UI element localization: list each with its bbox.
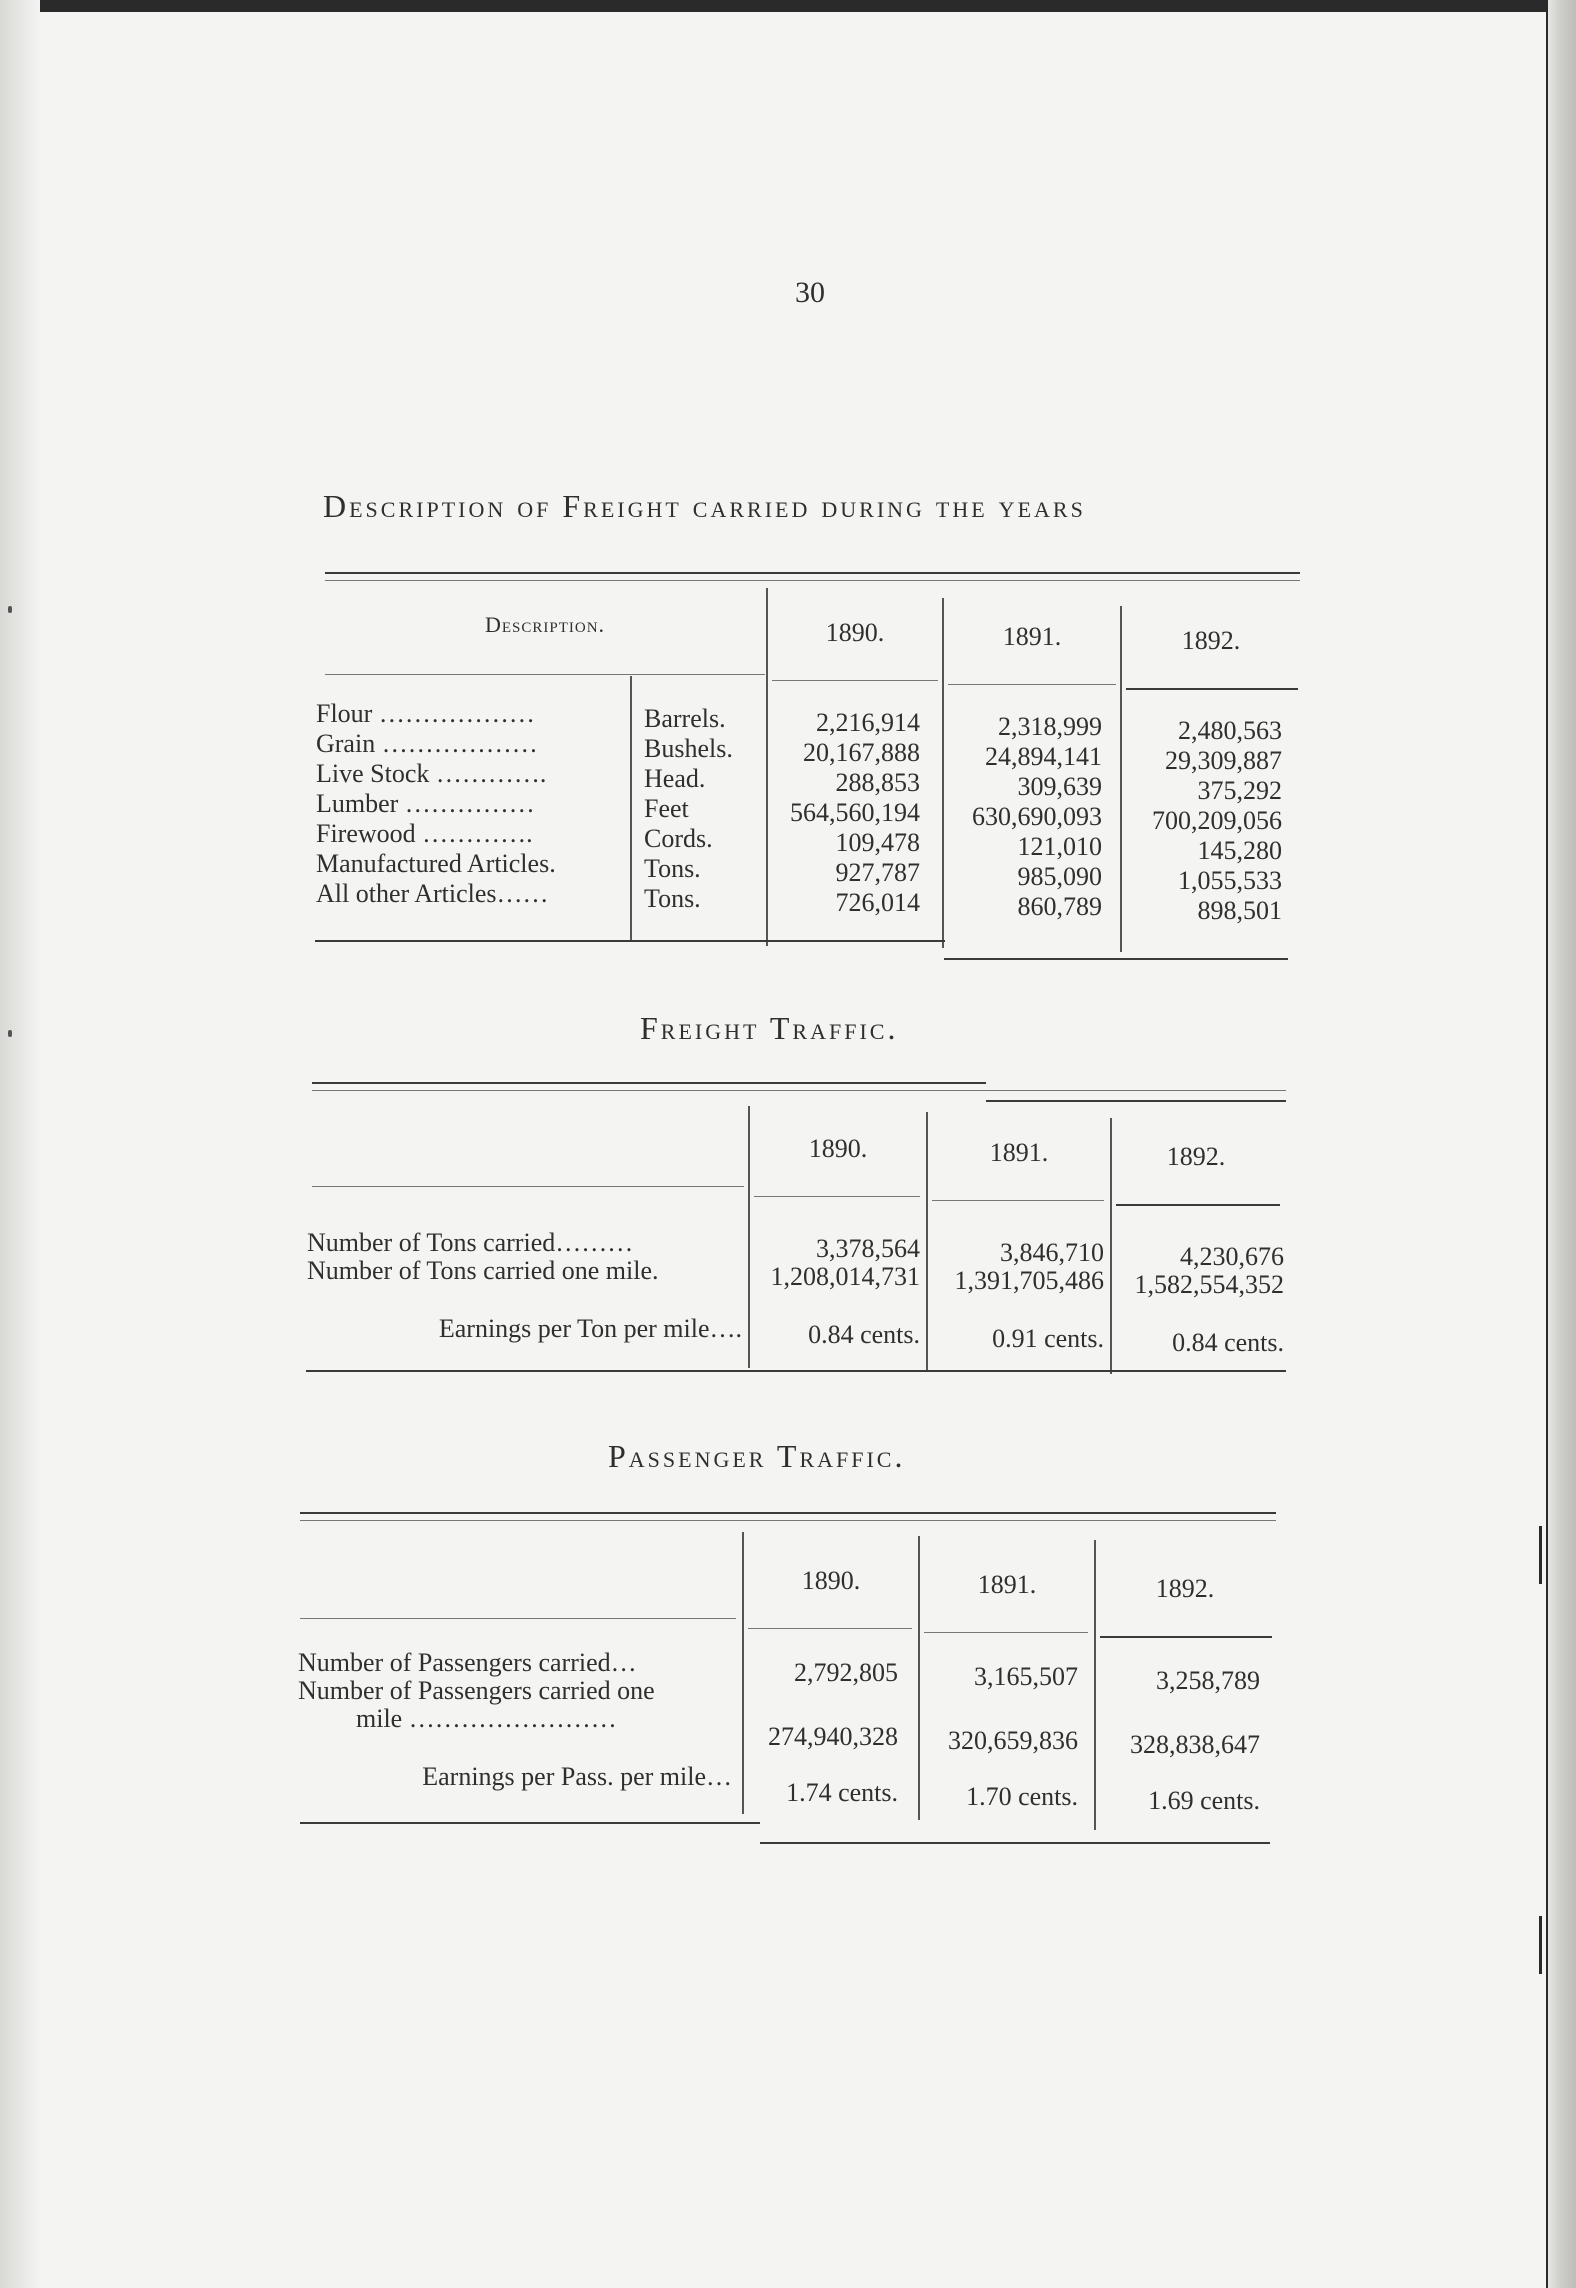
freight-units xyxy=(644,704,733,914)
passenger-traffic-title: Passenger Traffic. xyxy=(608,1438,906,1474)
row-label: Live Stock …………. xyxy=(316,759,547,788)
table2-header-rule xyxy=(754,1196,920,1197)
cell: 309,639 xyxy=(1017,772,1102,801)
scan-speck xyxy=(8,606,12,613)
cell: 24,894,141 xyxy=(985,742,1102,771)
row-label: Earnings per Ton per mile…. xyxy=(438,1314,742,1343)
table2-top-rule-thin xyxy=(312,1090,1286,1091)
freight-values-1890 xyxy=(770,708,920,918)
table1-bottom-rule xyxy=(944,958,1288,960)
cell: 898,501 xyxy=(1197,896,1282,925)
table1-top-rule xyxy=(325,572,1300,574)
cell: 2,216,914 xyxy=(816,708,920,737)
table1-col-divider xyxy=(1120,606,1122,952)
row-label: Number of Tons carried one mile. xyxy=(307,1256,659,1285)
cell: 1,208,014,731 xyxy=(770,1262,920,1291)
cell: 145,280 xyxy=(1197,836,1282,865)
table1-unit-divider xyxy=(630,676,632,942)
scan-top-edge xyxy=(0,0,1576,12)
row-unit: Tons. xyxy=(644,884,701,913)
cell: 3,165,507 xyxy=(974,1662,1078,1691)
freight-values-1892 xyxy=(1124,716,1282,926)
cell: 927,787 xyxy=(835,858,920,887)
cell: 0.84 cents. xyxy=(1172,1328,1284,1357)
cell: 2,480,563 xyxy=(1178,716,1282,745)
cell: 564,560,194 xyxy=(790,798,920,827)
row-unit: Tons. xyxy=(644,854,701,883)
freight-description-title: Description of Freight carried during the years xyxy=(323,488,1086,524)
year-header-1892: 1892. xyxy=(1181,626,1241,655)
row-unit: Feet xyxy=(644,794,689,823)
table1-header-rule xyxy=(772,680,938,681)
cell: 630,690,093 xyxy=(972,802,1102,831)
table3-top-rule xyxy=(300,1512,1276,1514)
cell: 328,838,647 xyxy=(1130,1730,1260,1759)
year-header-1891: 1891. xyxy=(989,1138,1049,1167)
cell: 29,309,887 xyxy=(1165,746,1282,775)
cell: 1.74 cents. xyxy=(786,1778,898,1807)
table3-header-rule xyxy=(1100,1636,1272,1638)
cell: 1.70 cents. xyxy=(966,1782,1078,1811)
scan-mark xyxy=(1539,1916,1542,1974)
cell: 3,846,710 xyxy=(1000,1238,1104,1267)
table3-header-rule xyxy=(924,1632,1088,1633)
cell: 0.84 cents. xyxy=(808,1320,920,1349)
table2-bottom-rule xyxy=(306,1370,1286,1372)
year-header-1890: 1890. xyxy=(801,1566,861,1595)
table3-top-rule-thin xyxy=(300,1520,1276,1521)
row-label-cont: mile …………………… xyxy=(356,1704,617,1733)
cell: 1,055,533 xyxy=(1178,866,1282,895)
year-header-1892: 1892. xyxy=(1155,1574,1215,1603)
cell: 375,292 xyxy=(1197,776,1282,805)
table1-header-rule xyxy=(325,674,765,675)
table3-bottom-rule xyxy=(760,1842,1270,1844)
cell: 2,318,999 xyxy=(998,712,1102,741)
cell: 4,230,676 xyxy=(1180,1242,1284,1271)
row-unit: Cords. xyxy=(644,824,713,853)
table3-bottom-rule xyxy=(300,1822,760,1824)
table3-header-rule xyxy=(300,1618,736,1619)
table3-header-rule xyxy=(748,1628,912,1629)
row-label: Earnings per Pass. per mile… xyxy=(422,1762,732,1791)
row-label: Lumber …………… xyxy=(316,789,535,818)
scan-mark xyxy=(1539,1526,1542,1584)
row-label: Firewood …………. xyxy=(316,819,533,848)
cell: 985,090 xyxy=(1017,862,1102,891)
cell: 2,792,805 xyxy=(794,1658,898,1687)
year-header-1891: 1891. xyxy=(1002,622,1062,651)
table2-header-rule xyxy=(1116,1204,1280,1206)
table2-top-rule xyxy=(312,1082,986,1084)
year-header-1892: 1892. xyxy=(1166,1142,1226,1171)
cell: 3,378,564 xyxy=(816,1234,920,1263)
table1-top-rule-thin xyxy=(325,580,1300,581)
table1-bottom-rule xyxy=(315,940,945,942)
row-label: Number of Passengers carried… xyxy=(298,1648,637,1677)
row-label: Manufactured Articles. xyxy=(316,849,556,878)
table2-top-rule xyxy=(986,1100,1286,1102)
table2-header-rule xyxy=(932,1200,1104,1201)
cell: 121,010 xyxy=(1017,832,1102,861)
cell: 20,167,888 xyxy=(803,738,920,767)
row-unit: Head. xyxy=(644,764,706,793)
freight-labels xyxy=(316,699,556,909)
cell: 0.91 cents. xyxy=(992,1324,1104,1353)
page-number: 30 xyxy=(795,276,825,309)
freight-values-1891 xyxy=(946,712,1102,922)
row-label: All other Articles…… xyxy=(316,879,549,908)
row-label: Number of Tons carried……… xyxy=(307,1228,634,1257)
table1-header-rule xyxy=(1126,688,1298,690)
row-unit: Barrels. xyxy=(644,704,726,733)
row-label: Grain ……………… xyxy=(316,729,538,758)
cell: 860,789 xyxy=(1017,892,1102,921)
scan-right-edge xyxy=(1546,0,1576,2288)
cell: 1,582,554,352 xyxy=(1134,1270,1284,1299)
cell: 3,258,789 xyxy=(1156,1666,1260,1695)
cell: 1.69 cents. xyxy=(1148,1786,1260,1815)
cell: 700,209,056 xyxy=(1152,806,1282,835)
description-header: Description. xyxy=(484,612,606,637)
cell: 288,853 xyxy=(835,768,920,797)
row-label: Flour ……………… xyxy=(316,699,535,728)
year-header-1890: 1890. xyxy=(825,618,885,647)
cell: 1,391,705,486 xyxy=(954,1266,1104,1295)
year-header-1891: 1891. xyxy=(977,1570,1037,1599)
row-label: Number of Passengers carried one xyxy=(298,1676,655,1705)
table2-header-rule xyxy=(312,1186,744,1187)
row-unit: Bushels. xyxy=(644,734,733,763)
cell: 109,478 xyxy=(835,828,920,857)
cell: 726,014 xyxy=(835,888,920,917)
table1-header-rule xyxy=(948,684,1116,685)
cell: 274,940,328 xyxy=(768,1722,898,1751)
year-header-1890: 1890. xyxy=(808,1134,868,1163)
freight-traffic-title: Freight Traffic. xyxy=(640,1010,899,1046)
scan-left-edge xyxy=(0,0,40,2288)
cell: 320,659,836 xyxy=(948,1726,1078,1755)
scan-speck xyxy=(8,1030,12,1037)
